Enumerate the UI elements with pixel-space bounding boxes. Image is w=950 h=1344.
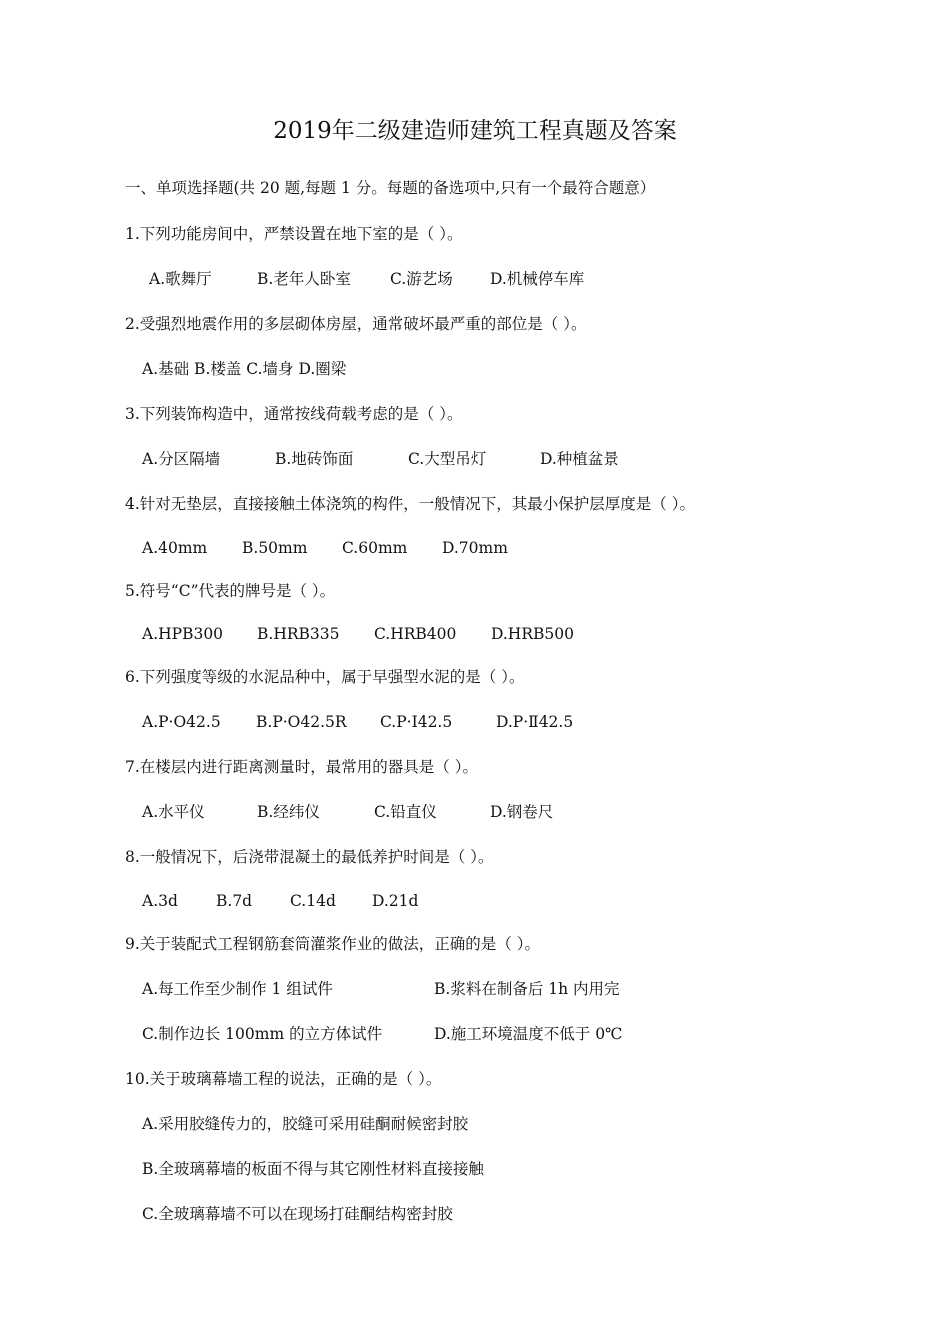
option: A.HPB300 [142,625,224,643]
option: B.7d [216,892,253,910]
option: A.分区隔墙 [142,450,221,468]
question-stem: 3.下列装饰构造中，通常按线荷载考虑的是（ ）。 [125,405,463,423]
option: C.大型吊灯 [408,450,487,468]
question-stem: 6.下列强度等级的水泥品种中，属于早强型水泥的是（ ）。 [125,668,525,686]
question-stem: 1.下列功能房间中，严禁设置在地下室的是（ ）。 [125,225,463,243]
section-heading: 一、单项选择题(共 20 题,每题 1 分。每题的备选项中,只有一个最符合题意） [125,179,656,197]
question-stem: 8.一般情况下，后浇带混凝土的最低养护时间是（ ）。 [125,848,494,866]
option: D.P·Ⅱ42.5 [496,713,574,731]
option: A.40mm [142,539,208,557]
option: C.游艺场 [390,270,453,288]
option: D.HRB500 [491,625,574,643]
option: B.P·O42.5R [256,713,347,731]
option: D.70mm [442,539,508,557]
option: C.全玻璃幕墙不可以在现场打硅酮结构密封胶 [142,1205,453,1223]
option: A.基础 B.楼盖 C.墙身 D.圈梁 [142,360,347,378]
option: B.HRB335 [257,625,340,643]
question-stem: 10.关于玻璃幕墙工程的说法，正确的是（ ）。 [125,1070,442,1088]
option: C.HRB400 [374,625,457,643]
question-stem: 5.符号“C”代表的牌号是（ ）。 [125,582,336,600]
option: D.种植盆景 [540,450,619,468]
option: A.水平仪 [142,803,205,821]
option: B.全玻璃幕墙的板面不得与其它刚性材料直接接触 [142,1160,484,1178]
option: B.地砖饰面 [275,450,354,468]
option: C.铅直仪 [374,803,437,821]
option: D.机械停车库 [490,270,585,288]
option: B.经纬仪 [257,803,320,821]
question-stem: 2.受强烈地震作用的多层砌体房屋，通常破坏最严重的部位是（ ）。 [125,315,587,333]
option: B.浆料在制备后 1h 内用完 [434,980,620,998]
question-stem: 4.针对无垫层，直接接触土体浇筑的构件，一般情况下，其最小保护层厚度是（ ）。 [125,495,695,513]
question-stem: 9.关于装配式工程钢筋套筒灌浆作业的做法，正确的是（ ）。 [125,935,540,953]
option: B.50mm [242,539,308,557]
option: A.采用胶缝传力的，胶缝可采用硅酮耐候密封胶 [142,1115,469,1133]
option: D.21d [372,892,419,910]
option: A.P·O42.5 [142,713,221,731]
option: C.P·I42.5 [380,713,453,731]
option: C.14d [290,892,336,910]
option: C.60mm [342,539,408,557]
option: C.制作边长 100mm 的立方体试件 [142,1025,383,1043]
option: D.钢卷尺 [490,803,554,821]
option: A.每工作至少制作 1 组试件 [142,980,333,998]
question-stem: 7.在楼层内进行距离测量时，最常用的器具是（ ）。 [125,758,478,776]
option: A.3d [142,892,178,910]
option: A.歌舞厅 [149,270,212,288]
option: B.老年人卧室 [257,270,351,288]
option: D.施工环境温度不低于 0℃ [434,1025,623,1043]
page-title: 2019年二级建造师建筑工程真题及答案 [273,118,677,144]
